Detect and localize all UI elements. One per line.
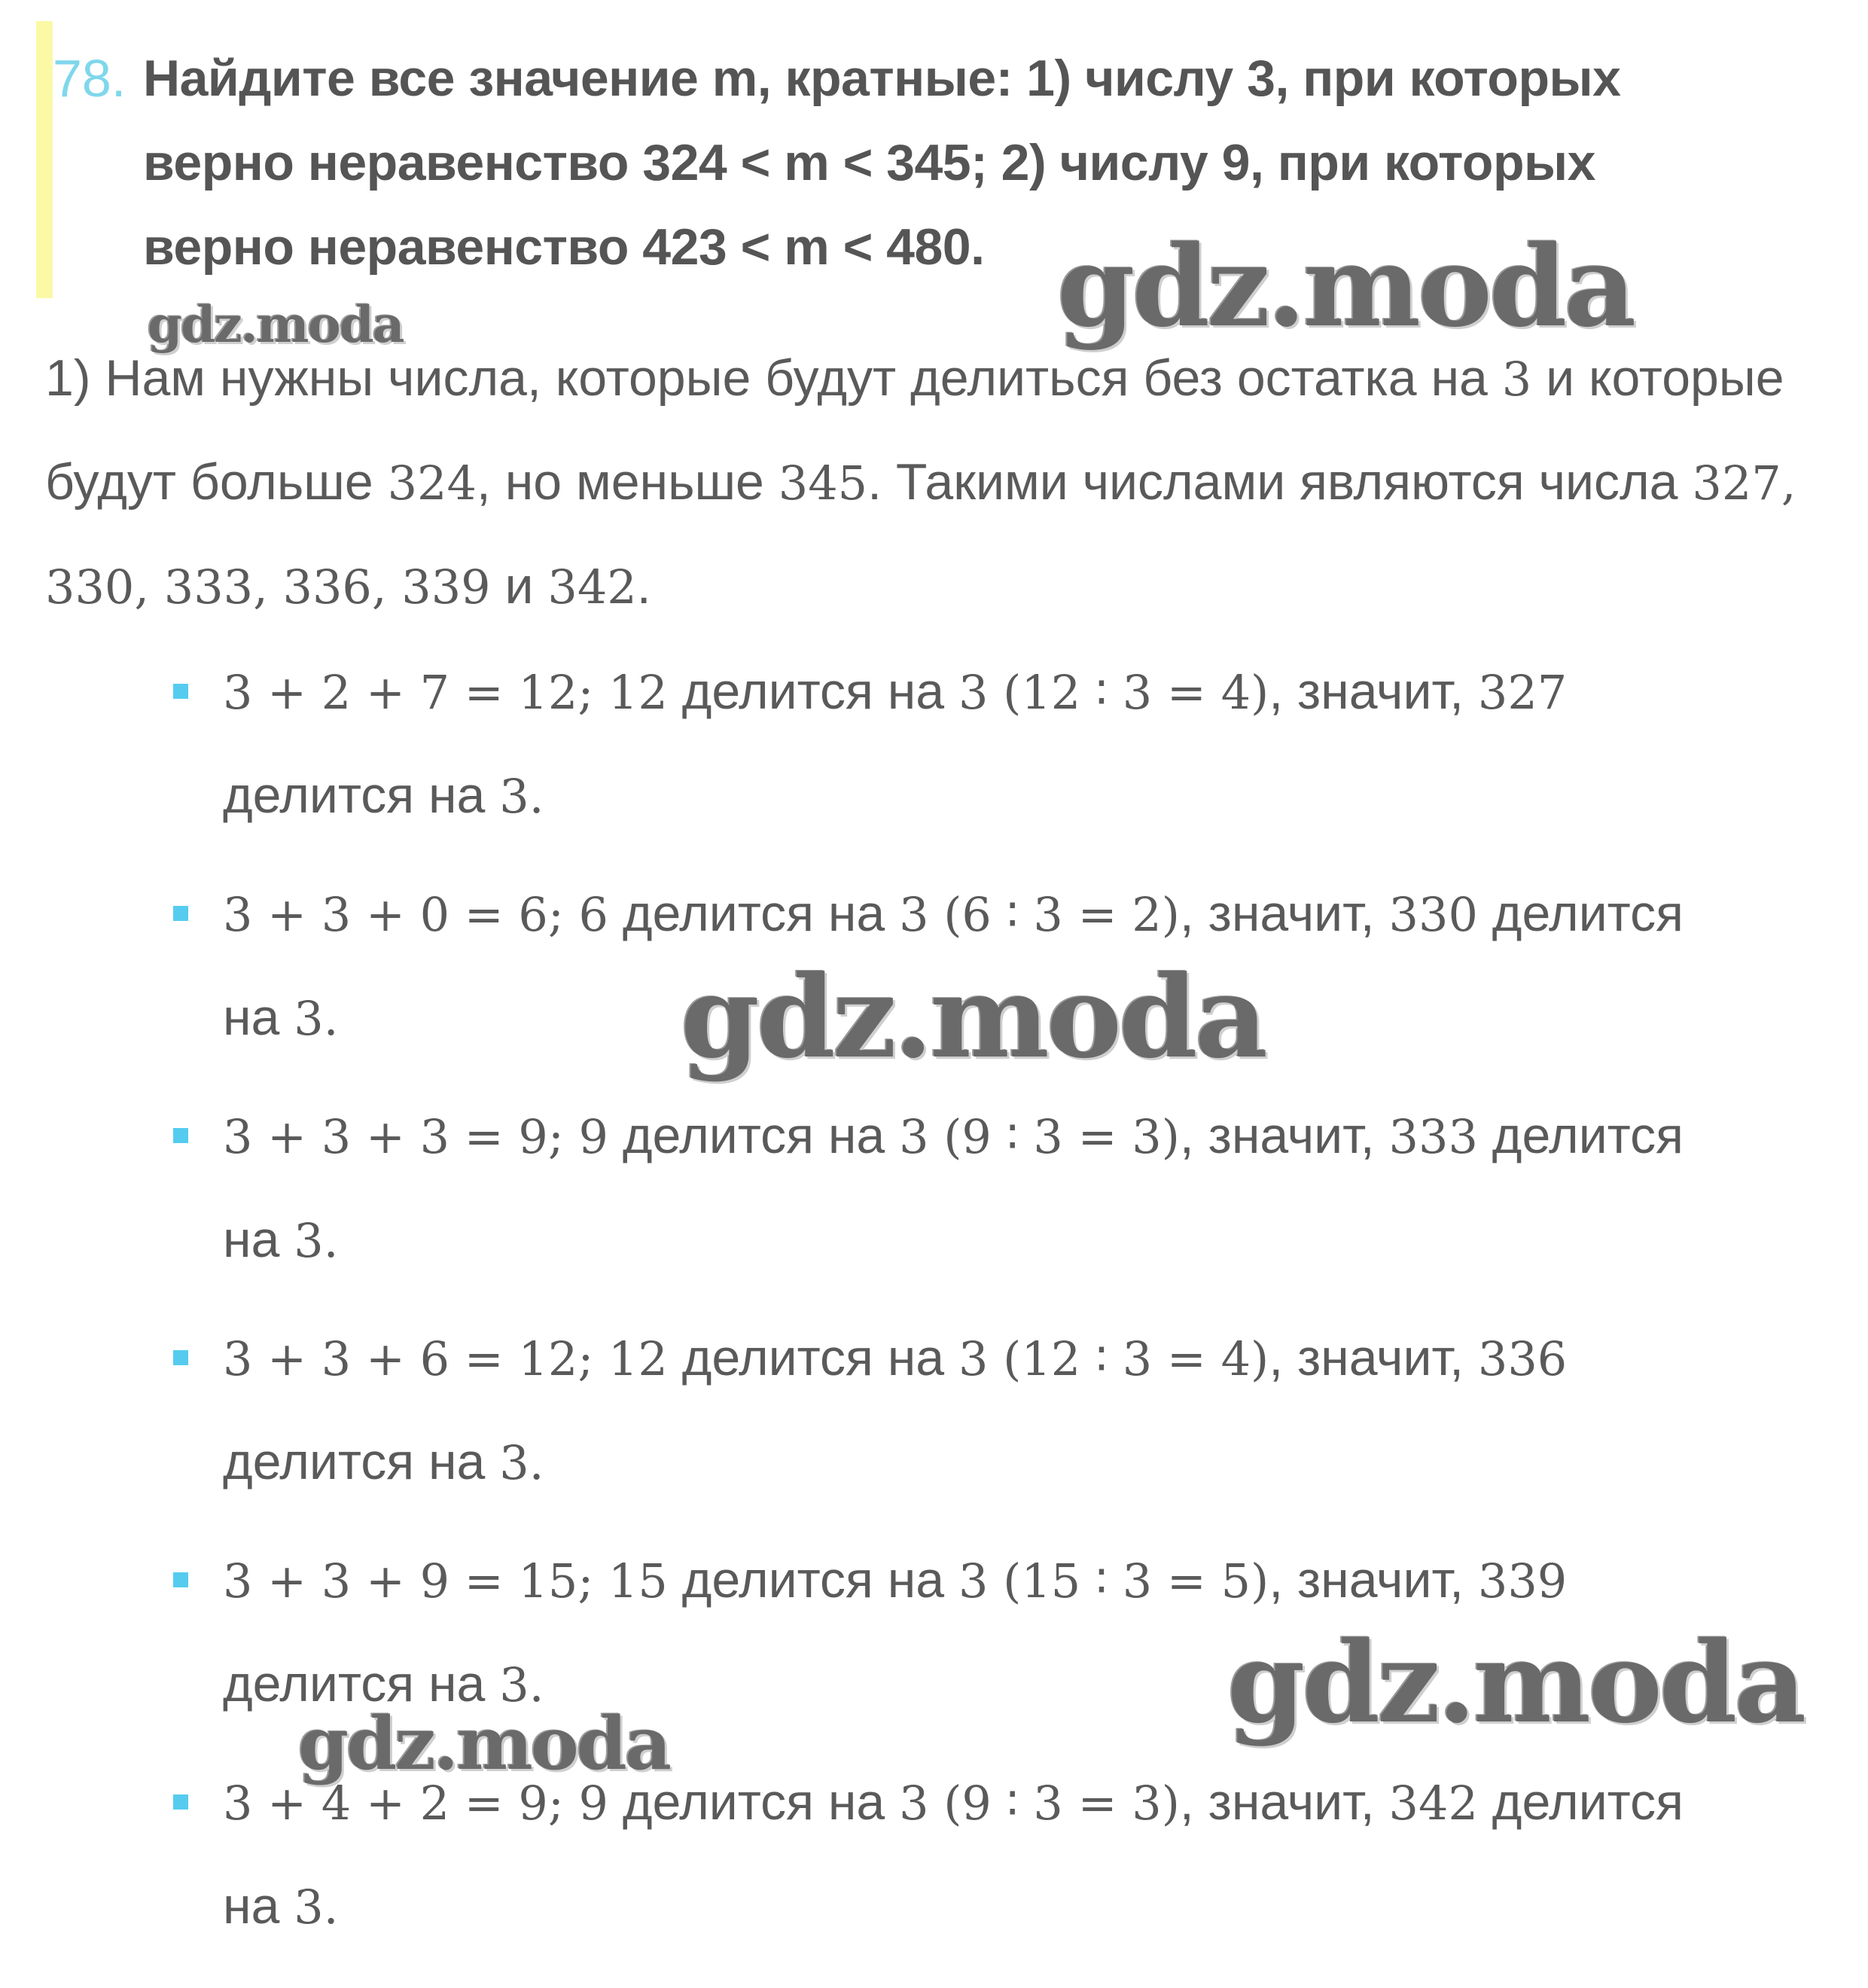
text-segment: , значит, [1269, 663, 1478, 720]
math-expression: 3 + 2 + 7 = 12; 12 [223, 665, 668, 720]
bullet-square-icon [173, 1128, 188, 1143]
math-expression: 3 + 4 + 2 = 9; 9 [223, 1776, 608, 1831]
math-expression: 330 [1388, 887, 1478, 942]
text-segment: делится на [608, 1107, 900, 1164]
math-expression: 3 (12 ∶ 3 = 4) [958, 665, 1269, 720]
math-expression: 3 + 3 + 0 = 6; 6 [223, 887, 608, 942]
text-segment: делится на [223, 1655, 500, 1712]
text-segment: делится на [667, 1551, 958, 1608]
math-expression: 3. [499, 1657, 544, 1712]
text-segment: , но меньше [476, 453, 779, 511]
math-expression: 3 (6 ∶ 3 = 2) [899, 887, 1180, 942]
text-segment: делится на [223, 1433, 500, 1490]
text-segment: делится на [608, 1773, 900, 1831]
text-segment: , значит, [1179, 885, 1389, 942]
bullet-square-icon [173, 1794, 188, 1810]
bullet-text [223, 640, 1714, 848]
text-segment: делится на [223, 767, 500, 824]
math-expression: 3 (9 ∶ 3 = 3) [899, 1109, 1180, 1164]
math-expression: 3 (12 ∶ 3 = 4) [958, 1331, 1269, 1386]
math-expression: 342 [1388, 1776, 1478, 1831]
text-segment: делится на [608, 885, 900, 942]
text-segment: , значит, [1269, 1329, 1478, 1386]
math-expression: 3 + 3 + 6 = 12; 12 [223, 1331, 668, 1386]
text-segment: , значит, [1269, 1551, 1478, 1608]
math-expression: 3 (15 ∶ 3 = 5) [958, 1554, 1269, 1608]
watermark: gdz.moda [298, 1701, 670, 1786]
text-segment: делится на [667, 663, 958, 720]
text-segment: делится на [223, 1107, 1684, 1268]
task-statement: Найдите все значение m, кратные: 1) числу 3, при которых верно неравенство 324 < m < 345; 2) числу 9, при которых верно неравенство 423 < m < 480. [143, 50, 1621, 276]
math-expression: 342 [547, 560, 637, 614]
watermark: gdz.moda [681, 951, 1266, 1084]
math-expression: 327 [1477, 665, 1568, 720]
math-expression: 3 + 3 + 3 = 9; 9 [223, 1109, 608, 1164]
math-expression: 327, 330, 333, 336, 339 [45, 456, 1796, 614]
math-expression: 3. [499, 1435, 544, 1490]
text-segment: , значит, [1179, 1107, 1389, 1164]
text-segment: делится на [223, 885, 1684, 1046]
text-segment: и которые будут больше [45, 349, 1784, 511]
text-segment: и [490, 557, 548, 614]
math-expression: 324 [387, 456, 477, 511]
math-expression: 345 [778, 456, 868, 511]
math-expression: 3. [499, 769, 544, 824]
watermark: gdz.moda [1227, 1617, 1804, 1748]
math-expression: 3. [294, 1213, 339, 1268]
math-expression: 3 [1501, 352, 1532, 407]
watermark: gdz.moda [1057, 221, 1634, 352]
text-segment: . Такими числами являются числа [867, 453, 1693, 511]
text-segment: делится на [667, 1329, 958, 1386]
math-expression: 333 [1388, 1109, 1478, 1164]
bullet-square-icon [173, 1350, 188, 1365]
bullet-square-icon [173, 1572, 188, 1587]
bullet-text [223, 1307, 1714, 1514]
math-expression: 3. [294, 991, 339, 1046]
math-expression: 3. [294, 1880, 339, 1935]
math-expression: 3 + 3 + 9 = 15; 15 [223, 1554, 668, 1608]
task-number: 78. [53, 49, 126, 108]
solution-intro [45, 327, 1807, 639]
text-segment: . [636, 557, 651, 614]
text-segment: 1) Нам нужны числа, которые будут делиться без остатка на [45, 349, 1502, 407]
watermark: gdz.moda [148, 295, 404, 354]
bullet-square-icon [173, 684, 188, 699]
text-segment: , значит, [1179, 1773, 1389, 1831]
text-segment: делится на [223, 1773, 1684, 1935]
math-expression: 3 (9 ∶ 3 = 3) [899, 1776, 1180, 1831]
math-expression: 339 [1477, 1554, 1568, 1608]
bullet-text [223, 1084, 1714, 1292]
math-expression: 336 [1477, 1331, 1568, 1386]
bullet-square-icon [173, 906, 188, 921]
